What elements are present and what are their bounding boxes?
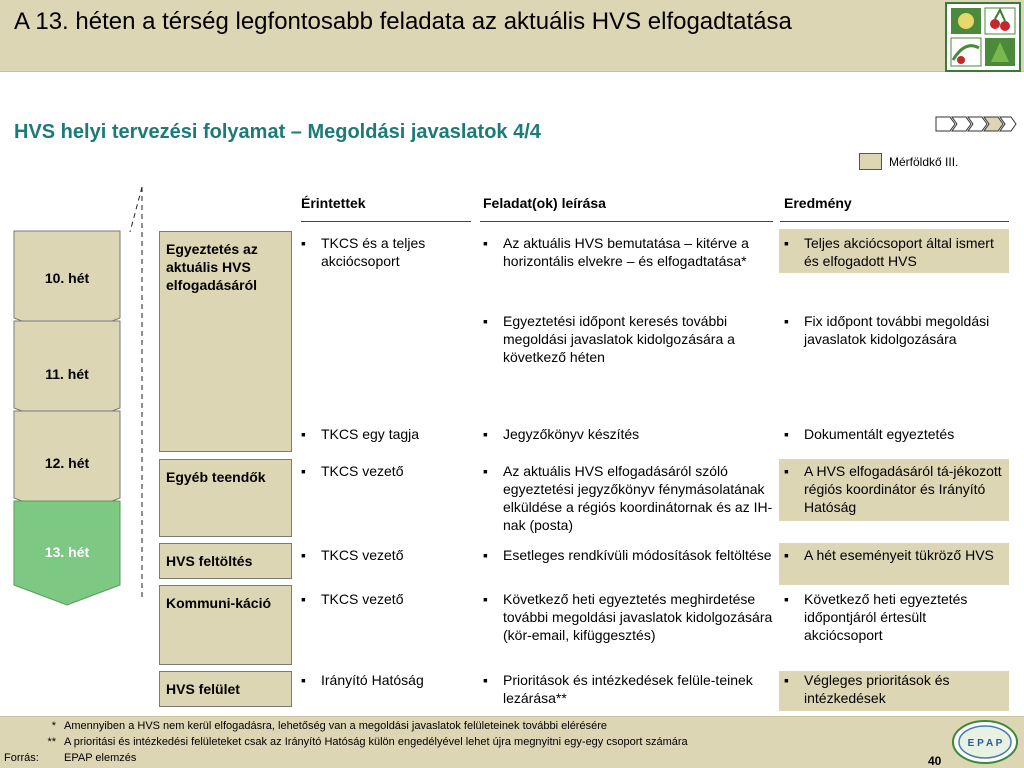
week-label: 12. hét xyxy=(44,455,90,471)
week-timeline xyxy=(0,0,160,620)
column-underline xyxy=(480,221,773,222)
epap-logo-icon xyxy=(950,718,1020,766)
legend-label: Mérföldkő III. xyxy=(889,155,959,169)
who-cell: ▪ TKCS vezető xyxy=(301,591,404,607)
ministry-logo-icon xyxy=(945,2,1021,72)
row-label-egyeb: Egyéb teendők xyxy=(159,459,292,537)
footnote-mark: ** xyxy=(47,736,56,748)
task-cell: ▪ Az aktuális HVS bemutatása – kitérve a horizontális elvekre – és elfogadtatása* xyxy=(483,235,749,269)
result-cell: ▪ Következő heti egyeztetés időpontjáról értesült akciócsoport xyxy=(784,591,968,643)
task-cell: ▪ Következő heti egyeztetés meghirdetése további megoldási javaslatok kidolgozására (kör-email, kifüggesztés) xyxy=(483,591,773,643)
result-cell: ▪ Teljes akciócsoport által ismert és elfogadott HVS xyxy=(784,235,994,269)
week-label: 11. hét xyxy=(45,366,89,382)
task-cell: ▪ Prioritások és intézkedések felüle-teinek lezárása** xyxy=(483,672,753,706)
result-cell: ▪ Fix időpont további megoldási javaslatok kidolgozására xyxy=(784,313,990,347)
column-underline xyxy=(301,221,471,222)
row-label-feltoltes: HVS feltöltés xyxy=(159,543,292,579)
who-cell: ▪ TKCS vezető xyxy=(301,463,404,479)
task-cell: ▪ Az aktuális HVS elfogadásáról szóló egyeztetési jegyzőkönyv fénymásolatának elküldése a régiós koordinátornak és az IH-nak (posta) xyxy=(483,463,773,533)
column-header-erintettek: Érintettek xyxy=(301,195,366,211)
task-cell: ▪ Egyeztetési időpont keresés további megoldási javaslatok kidolgozására a következő héten xyxy=(483,313,735,365)
column-underline xyxy=(780,221,1009,222)
dashed-connector xyxy=(130,187,142,232)
footnote-text: Amennyiben a HVS nem kerül elfogadásra, lehetőség van a megoldási javaslatok felületeinek további elérésére xyxy=(64,720,607,732)
footnote-text: A prioritási és intézkedési felületeket csak az Irányító Hatóság külön engedélyével lehet újra megnyitni egy-egy csoport számára xyxy=(64,736,688,748)
task-cell: ▪ Esetleges rendkívüli módosítások feltöltése xyxy=(483,547,772,563)
footnote-mark: * xyxy=(51,720,56,732)
page-title: A 13. héten a térség legfontosabb feladata az aktuális HVS elfogadtatása xyxy=(14,8,792,35)
result-cell: ▪ Végleges prioritások és intézkedések xyxy=(784,672,950,706)
row-label-kommunikacio: Kommuni-káció xyxy=(159,585,292,665)
result-cell: ▪ A hét eseményeit tükröző HVS xyxy=(784,547,994,563)
result-cell: ▪ Dokumentált egyeztetés xyxy=(784,426,955,442)
row-label-felulet: HVS felület xyxy=(159,671,292,707)
who-cell: ▪ Irányító Hatóság xyxy=(301,672,424,688)
legend-swatch xyxy=(859,153,882,170)
section-subtitle: HVS helyi tervezési folyamat – Megoldási javaslatok 4/4 xyxy=(14,121,541,143)
column-header-feladat: Feladat(ok) leírása xyxy=(483,195,606,211)
task-cell: ▪ Jegyzőkönyv készítés xyxy=(483,426,640,442)
column-header-eredmeny: Eredmény xyxy=(784,195,852,211)
who-cell: ▪ TKCS vezető xyxy=(301,547,404,563)
source-label: Forrás: xyxy=(4,752,39,764)
week-label: 10. hét xyxy=(44,270,90,286)
who-cell: ▪ TKCS egy tagja xyxy=(301,426,420,442)
who-cell: ▪ TKCS és a teljes akciócsoport xyxy=(301,235,426,269)
source-text: EPAP elemzés xyxy=(64,752,137,764)
epap-logo-text: E P A P xyxy=(967,738,1003,749)
chevron-progress-icon xyxy=(935,116,1017,132)
result-cell: ▪ A HVS elfogadásáról tá-jékozott régiós koordinátor és Irányító Hatóság xyxy=(784,463,1002,515)
page-number: 40 xyxy=(928,754,942,768)
week-label-active: 13. hét xyxy=(44,544,90,560)
row-label-egyeztetes: Egyeztetés az aktuális HVS elfogadásáról xyxy=(159,231,292,452)
